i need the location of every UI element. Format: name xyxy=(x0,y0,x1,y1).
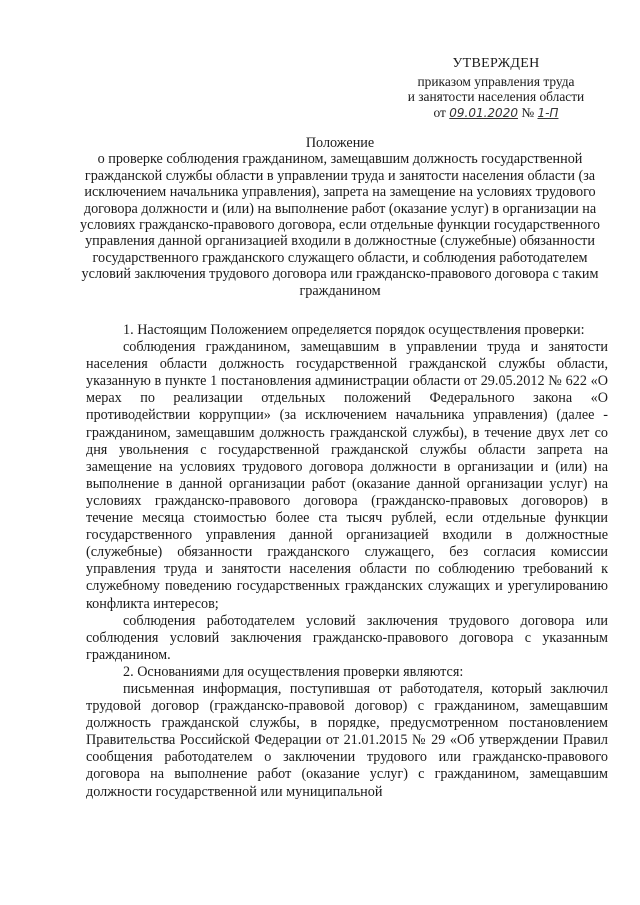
paragraph-2: соблюдения гражданином, замещавшим в управлении труда и занятости населения области должность государственной гражданской службы области, указанную в пункте 1 постановления администрации области от 29.05.2012 № 622 «О мерах по реализации отдельных положений Федерального закона «О противодействии коррупции» (за исключением начальника управления) (далее - гражданином, замещавшим должность гражданской службы), в течение двух лет со дня увольнения с государственной гражданской службы области запрета на замещение на условиях трудового договора должности в организации и (или) на выполнение в данной организации работ (оказание данной организации услуг) на условиях гражданско-правового договора (гражданско-правовых договоров) в течение месяца стоимостью более ста тысяч рублей, если отдельные функции государственного управления данной организацией входили в должностные (служебные) обязанности гражданского служащего, без согласия комиссии управления труда и занятости населения области по соблюдению требований к служебному поведению государственных гражданских служащих и урегулированию конфликта интересов; xyxy=(86,339,608,612)
document-body xyxy=(86,322,608,801)
paragraph-4: 2. Основаниями для осуществления проверки являются: xyxy=(123,663,464,680)
document-heading: Положение xyxy=(305,135,375,151)
approval-heading: УТВЕРЖДЕН xyxy=(452,56,540,71)
paragraph-5: письменная информация, поступившая от работодателя, который заключил трудовой договор (гражданско-правовой договор) с гражданином, замещавшим должность гражданской службы, в порядке, предусмотренном постановлением Правительства Российской Федерации от 21.01.2015 № 29 «Об утверждении Правил сообщения работодателем о заключении трудового или гражданско-правового договора на выполнение работ (оказание услуг) с гражданином, замещавшим должности государственной или муниципальной xyxy=(86,680,608,800)
approval-line-1: приказом управления труда xyxy=(417,73,575,89)
paragraph-3: соблюдения работодателем условий заключения трудового договора или соблюдения условий заключения гражданско-правового договора с указанным гражданином. xyxy=(86,612,608,663)
approval-line-2: и занятости населения области xyxy=(407,89,585,104)
document-title-block xyxy=(80,135,600,299)
approval-date-line xyxy=(386,105,606,122)
approval-stamp xyxy=(386,56,606,121)
handwritten-number: 1-П xyxy=(537,105,559,120)
date-prefix: от xyxy=(433,104,446,120)
document-subtitle: о проверке соблюдения гражданином, замещавшим должность государственной гражданской службы области в управлении труда и занятости населения области (за исключением начальника управления), запрета на замещение на условиях трудового договора должности и (или) на выполнение работ (оказание услуг) в организации на условиях гражданско-правового договора, если отдельные функции государственного управления данной организацией входили в должностные (служебные) обязанности государственного гражданского служащего области, и соблюдения работодателем условий заключения трудового договора или гражданско-правового договора с таким гражданином xyxy=(80,151,600,299)
handwritten-date: 09.01.2020 xyxy=(449,105,518,120)
paragraph-1: 1. Настоящим Положением определяется порядок осуществления проверки: xyxy=(123,322,585,338)
number-prefix: № xyxy=(521,104,535,120)
